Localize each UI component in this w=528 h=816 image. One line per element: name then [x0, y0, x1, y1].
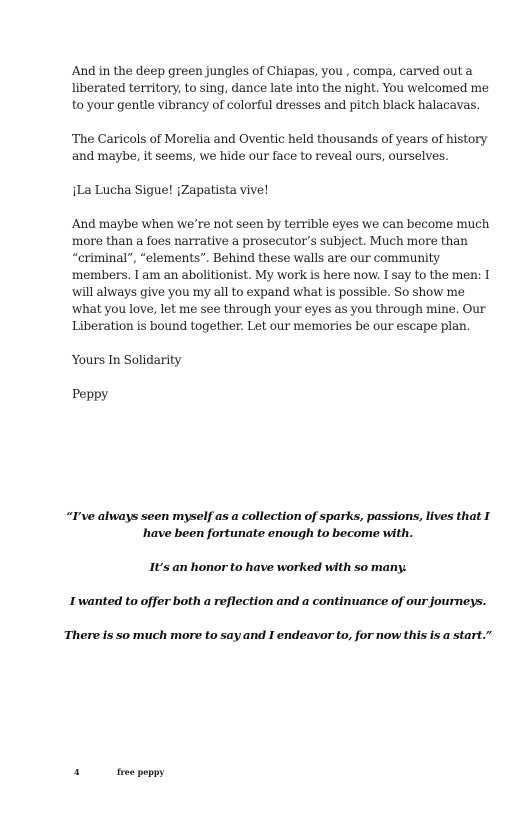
- quote-line-start: There is so much more to say and I endeavor to, for now this is a start.”: [64, 628, 492, 642]
- running-footer-title: free peppy: [117, 767, 165, 777]
- paragraph-chiapas: And in the deep green jungles of Chiapas, you , compa, carved out a liberated territory, to sing, dance late into the night. You welcomed me to your gentle vibrancy of colorful dresses and pitch black halacavas.: [72, 64, 489, 112]
- quote-line-reflection: I wanted to offer both a reflection and a continuance of our journeys.: [69, 594, 487, 608]
- paragraph-abolitionist: And maybe when we’re not seen by terrible eyes we can become much more than a foes narrative a prosecutor’s subject. Much more than “criminal”, “elements”. Behind these walls are our community members. I am an abolitionist. My work is here now. I say to the men: I will always give you my all to expand what is possible. So show me what you love, let me see through your eyes as you through mine. Our Liberation is bound together. Let our memories be our escape plan.: [72, 217, 490, 333]
- pull-quote: [62, 508, 494, 661]
- letter-body: [72, 63, 496, 420]
- page-number: 4: [74, 767, 80, 777]
- closing-line: Yours In Solidarity: [72, 353, 182, 367]
- paragraph-slogan: ¡La Lucha Sigue! ¡Zapatista vive!: [72, 183, 269, 197]
- paragraph-caricols: The Caricols of Morelia and Oventic held thousands of years of history and maybe, it seems, we hide our face to reveal ours, ourselves.: [72, 132, 488, 163]
- signature: Peppy: [72, 387, 109, 401]
- quote-line-sparks: “I’ve always seen myself as a collection of sparks, passions, lives that I have been fortunate enough to become with.: [66, 509, 490, 540]
- quote-line-honor: It’s an honor to have worked with so many.: [149, 560, 407, 574]
